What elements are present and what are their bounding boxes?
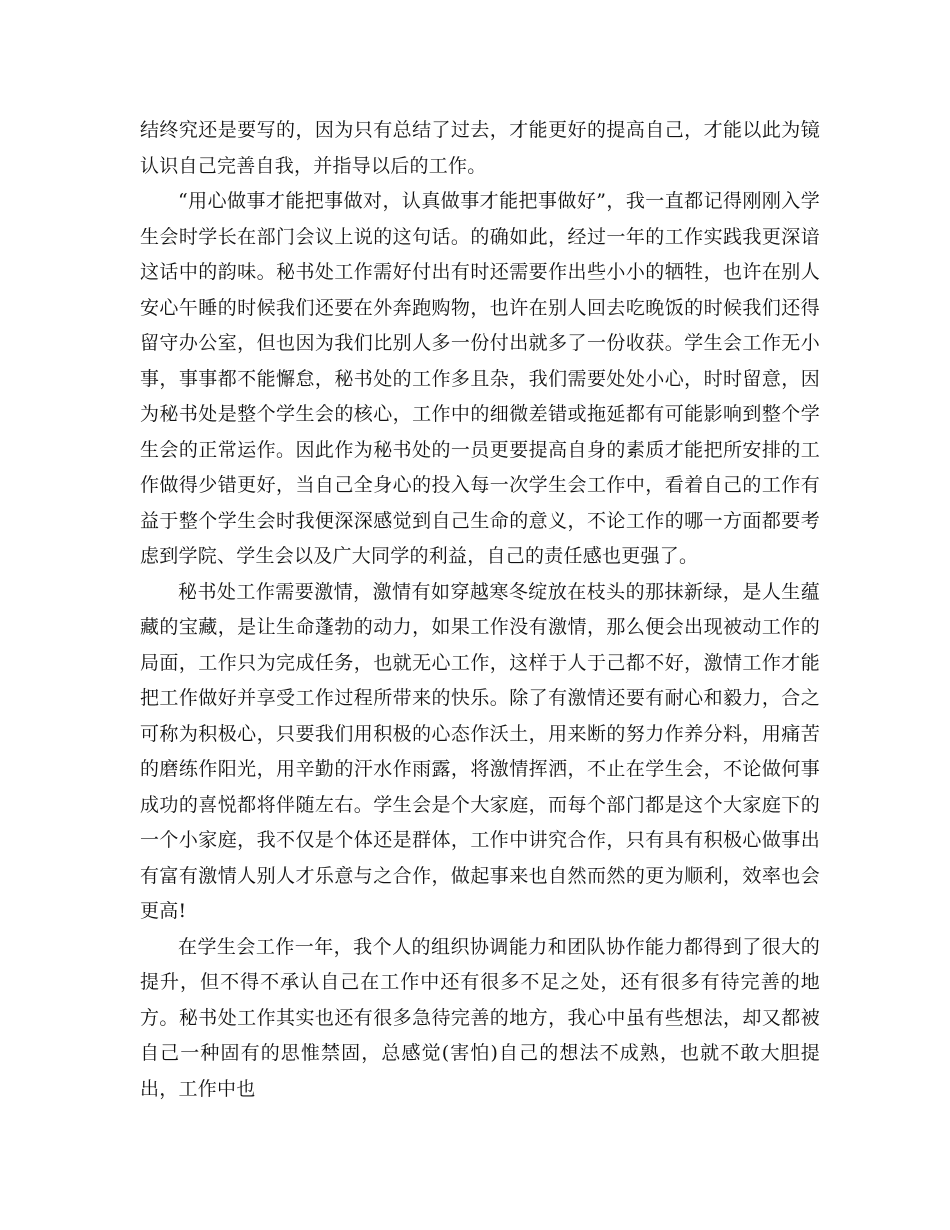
paragraph-2: “用心做事才能把事做对，认真做事才能把事做好”，我一直都记得刚刚入学生会时学长在部门会议上说的这句话。的确如此，经过一年的工作实践我更深谙这话中的韵味。秘书处工作需好付出有时还需要作出些小小的牺牲，也许在别人安心午睡的时候我们还要在外奔跑购物，也许在别人回去吃晚饭的时候我们还得留守办公室，但也因为我们比别人多一份付出就多了一份收获。学生会工作无小事，事事都不能懈怠，秘书处的工作多且杂，我们需要处处小心，时时留意，因为秘书处是整个学生会的核心，工作中的细微差错或拖延都有可能影响到整个学生会的正常运作。因此作为秘书处的一员更要提高自身的素质才能把所安排的工作做得少错更好，当自己全身心的投入每一次学生会工作中，看着自己的工作有益于整个学生会时我便深深感觉到自己生命的意义，不论工作的哪一方面都要考虑到学院、学生会以及广大同学的利益，自己的责任感也更强了。: [140, 190, 820, 567]
paragraph-3: 秘书处工作需要激情，激情有如穿越寒冬绽放在枝头的那抹新绿，是人生蕴藏的宝藏，是让生命蓬勃的动力，如果工作没有激情，那么便会出现被动工作的局面，工作只为完成任务，也就无心工作，这样于人于己都不好，激情工作才能把工作做好并享受工作过程所带来的快乐。除了有激情还要有耐心和毅力，合之可称为积极心，只要我们用积极的心态作沃土，用来断的努力作养分料，用痛苦的磨练作阳光，用辛勤的汗水作雨露，将激情挥洒，不止在学生会，不论做何事成功的喜悦都将伴随左右。学生会是个大家庭，而每个部门都是这个大家庭下的一个小家庭，我不仅是个体还是群体，工作中讲究合作，只有具有积极心做事出有富有激情人别人才乐意与之合作，做起事来也自然而然的更为顺利，效率也会更高!: [140, 580, 820, 922]
document-body: [140, 113, 820, 1107]
paragraph-4: 在学生会工作一年，我个人的组织协调能力和团队协作能力都得到了很大的提升，但不得不承认自己在工作中还有很多不足之处，还有很多有待完善的地方。秘书处工作其实也还有很多急待完善的地方，我心中虽有些想法，却又都被自己一种固有的思惟禁固，总感觉(害怕)自己的想法不成熟，也就不敢大胆提出，工作中也: [140, 935, 820, 1100]
paragraph-1: 结终究还是要写的，因为只有总结了过去，才能更好的提高自己，才能以此为镜认识自己完善自我，并指导以后的工作。: [140, 119, 820, 177]
